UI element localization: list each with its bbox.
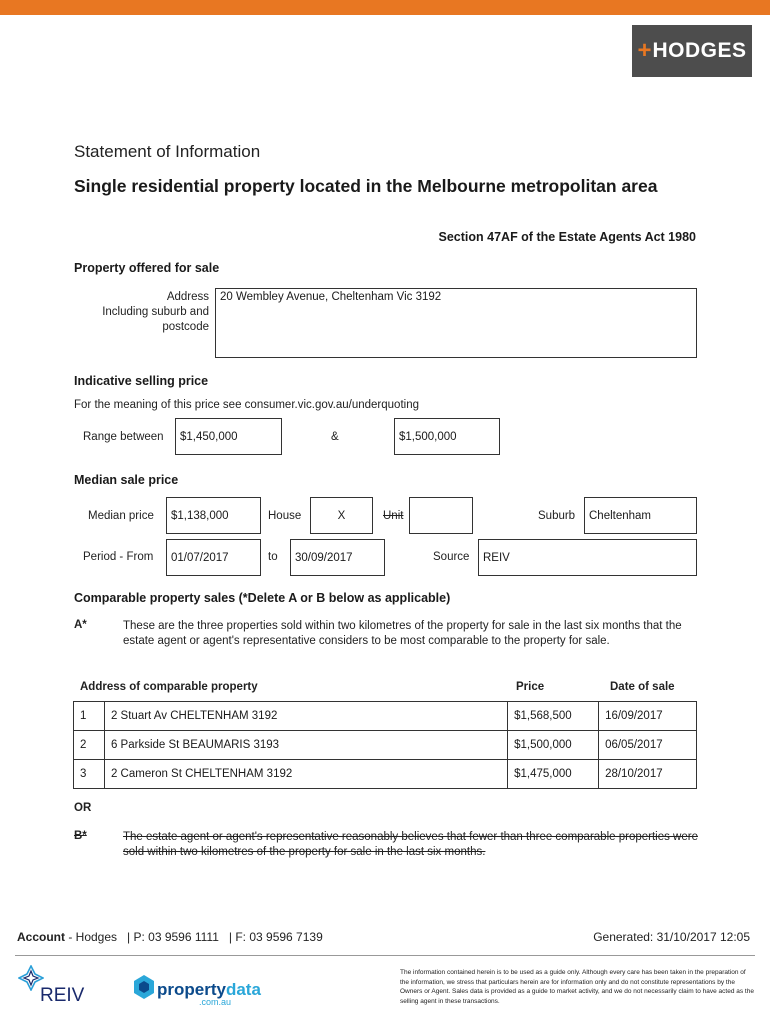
median-section-title: Median sale price (74, 473, 179, 487)
col-price-header: Price (516, 681, 545, 693)
reiv-logo-text: REIV (40, 985, 85, 1006)
generated-timestamp: Generated: 31/10/2017 12:05 (593, 930, 750, 944)
hodges-logo (632, 25, 752, 77)
source-label: Source (433, 551, 470, 563)
statement-title: Statement of Information (74, 142, 261, 161)
table-row (74, 760, 697, 789)
propertydata-word-accent: data (225, 980, 261, 999)
row-number: 3 (74, 760, 105, 789)
comparable-section-title: Comparable property sales (*Delete A or B below as applicable) (74, 591, 451, 605)
row-address[interactable]: 2 Cameron St CHELTENHAM 3192 (104, 760, 507, 789)
unit-label: Unit (383, 510, 404, 522)
option-a-marker: A* (74, 619, 87, 631)
row-date[interactable]: 28/10/2017 (599, 760, 697, 789)
document-heading: Single residential property located in the Melbourne metropolitan area (74, 176, 658, 196)
section-reference: Section 47AF of the Estate Agents Act 1980 (438, 230, 696, 244)
row-number: 1 (74, 702, 105, 731)
row-address[interactable]: 2 Stuart Av CHELTENHAM 3192 (104, 702, 507, 731)
period-from-field[interactable]: 01/07/2017 (166, 539, 261, 576)
option-a-text: These are the three properties sold within two kilometres of the property for sale in the last six months that the estate agent or agent's representative considers to be most comparable to the property for sale. (123, 620, 682, 647)
option-b-text: The estate agent or agent's representative reasonably believes that fewer than three comparable properties were sold within two kilometres of the property for sale in the last six months. (123, 831, 698, 858)
period-to-field[interactable]: 30/09/2017 (290, 539, 385, 576)
period-from-label: Period - From (83, 551, 154, 563)
range-high-field[interactable]: $1,500,000 (394, 418, 500, 455)
disclaimer-text: The information contained herein is to be used as a guide only. Although every care has been taken in the preparation of the information, we stress that particulars herein are for information only and do not constitute representations by the Owners or Agent. Sales data is provided as a guide to market activity, and we do not necessarily claim to have acted as the selling agent in these transactions. (400, 969, 754, 1005)
property-section-title: Property offered for sale (74, 261, 220, 275)
row-price[interactable]: $1,475,000 (508, 760, 599, 789)
address-label-line: Address (166, 291, 209, 303)
range-low-field[interactable]: $1,450,000 (175, 418, 282, 455)
median-price-label: Median price (88, 510, 154, 522)
logo-plus: + (637, 37, 652, 64)
median-price-field[interactable]: $1,138,000 (166, 497, 261, 534)
table-row (74, 731, 697, 760)
or-separator: OR (74, 802, 92, 814)
row-price[interactable]: $1,568,500 (508, 702, 599, 731)
row-address[interactable]: 6 Parkside St BEAUMARIS 3193 (104, 731, 507, 760)
suburb-label: Suburb (538, 510, 576, 522)
range-and: & (331, 431, 339, 443)
address-label-line: postcode (162, 321, 209, 333)
house-field[interactable]: X (310, 497, 373, 534)
source-field[interactable]: REIV (478, 539, 697, 576)
suburb-field[interactable]: Cheltenham (584, 497, 697, 534)
top-accent-bar (0, 0, 770, 15)
indicative-section-title: Indicative selling price (74, 374, 209, 388)
unit-field[interactable] (409, 497, 473, 534)
underquoting-note: For the meaning of this price see consumer.vic.gov.au/underquoting (74, 399, 419, 411)
row-price[interactable]: $1,500,000 (508, 731, 599, 760)
col-address-header: Address of comparable property (80, 681, 258, 693)
address-label-line: Including suburb and (102, 306, 209, 318)
table-row (74, 702, 697, 731)
range-label: Range between (83, 431, 164, 443)
row-date[interactable]: 06/05/2017 (599, 731, 697, 760)
row-date[interactable]: 16/09/2017 (599, 702, 697, 731)
footer-divider (15, 955, 755, 956)
account-label: Account (17, 930, 65, 944)
option-b-marker: B* (74, 830, 87, 842)
propertydata-icon (133, 974, 155, 1000)
col-date-header: Date of sale (610, 681, 675, 693)
account-info (17, 930, 323, 944)
house-label: House (268, 510, 302, 522)
period-to-label: to (268, 551, 278, 563)
comparable-table (73, 701, 697, 789)
row-number: 2 (74, 731, 105, 760)
logo-text: HODGES (652, 39, 747, 62)
propertydata-word: property (157, 980, 226, 999)
address-field[interactable]: 20 Wembley Avenue, Cheltenham Vic 3192 (215, 288, 697, 358)
propertydata-domain: .com.au (199, 997, 232, 1007)
account-contact: - Hodges | P: 03 9596 1111 | F: 03 9596 7139 (65, 930, 323, 944)
address-label (70, 290, 209, 335)
